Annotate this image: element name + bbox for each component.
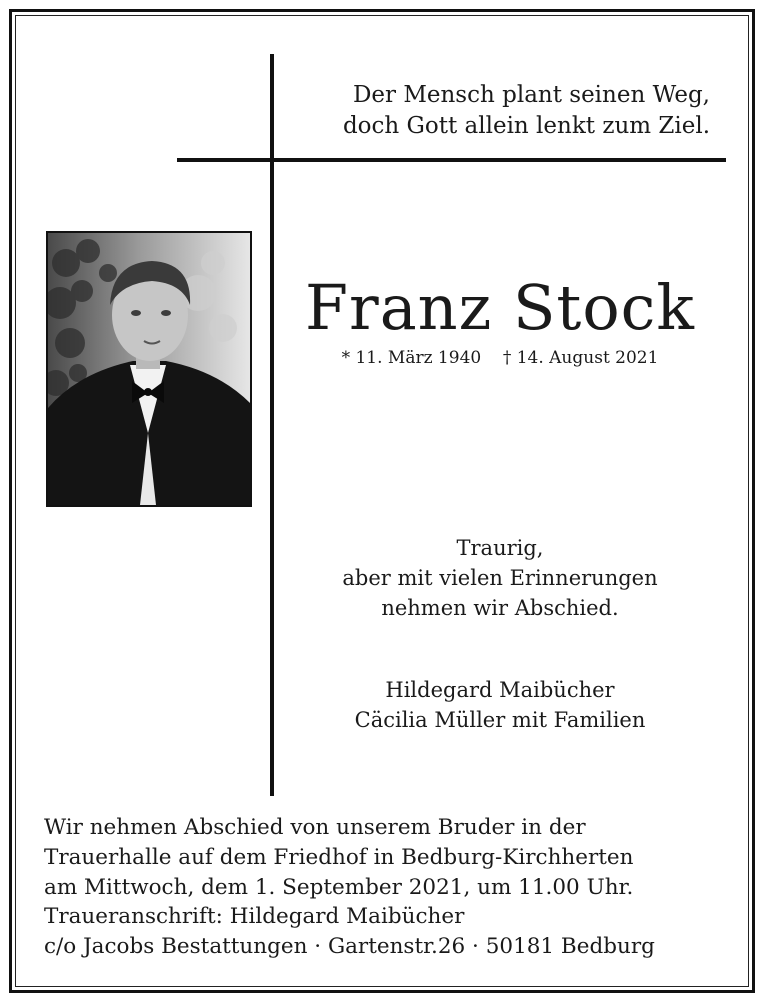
grief-line: aber mit vielen Erinnerungen [342,566,658,590]
mourners [290,675,710,735]
notice-line: Trauerhalle auf dem Friedhof in Bedburg-Kirchherten [44,844,634,870]
mourner-line: Hildegard Maibücher [385,678,615,702]
motto-line: doch Gott allein lenkt zum Ziel. [342,113,710,139]
notice-line: Traueranschrift: Hildegard Maibücher [44,904,465,930]
deceased-name: Franz Stock [305,271,695,344]
grief-line: nehmen wir Abschied. [381,596,619,620]
notice-line: c/o Jacobs Bestattungen · Gartenstr.26 · 50181 Bedburg [44,934,655,960]
cross-horizontal-bar [177,158,726,162]
grief-line: Traurig, [456,536,544,560]
portrait-photo [46,231,252,507]
cross-vertical-bar [270,54,274,796]
mourner-line: Cäcilia Müller mit Familien [354,708,646,732]
funeral-notice [44,813,734,962]
life-dates: * 11. März 1940 † 14. August 2021 [341,348,659,368]
motto-line: Der Mensch plant seinen Weg, [352,82,710,108]
grief-message [290,533,710,623]
notice-line: am Mittwoch, dem 1. September 2021, um 11.00 Uhr. [44,874,634,900]
notice-line: Wir nehmen Abschied von unserem Bruder in der [44,815,586,840]
motto [280,80,710,142]
